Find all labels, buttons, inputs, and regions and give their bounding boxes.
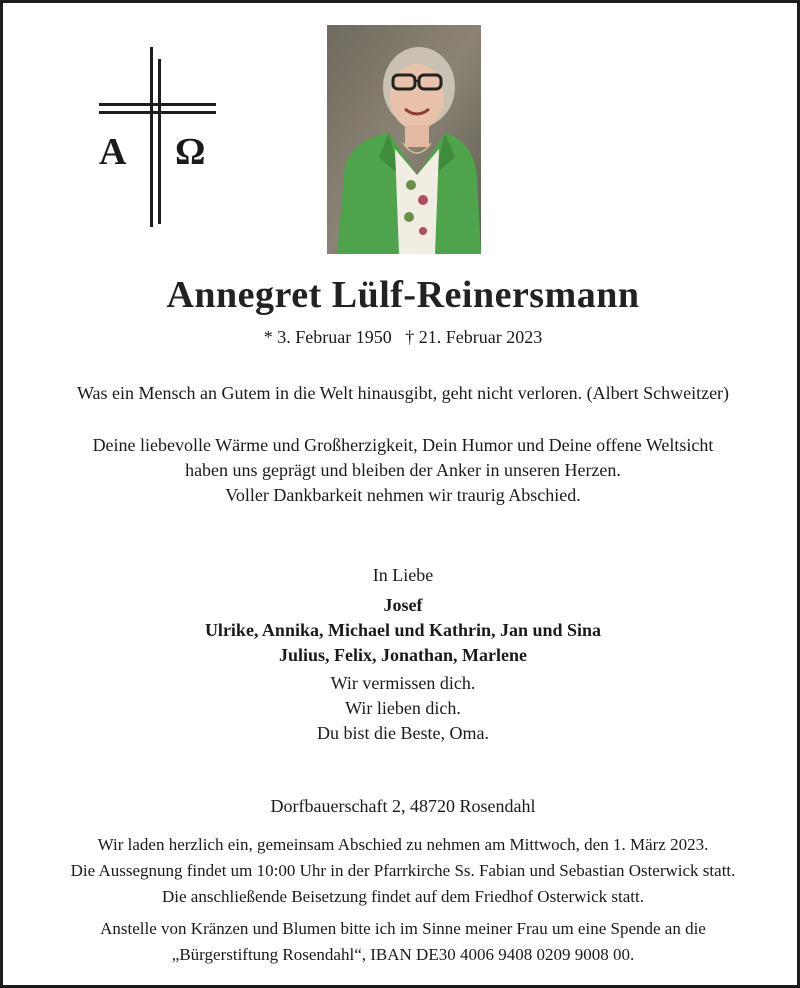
cross-symbol (95, 47, 219, 229)
invitation-line: Anstelle von Kränzen und Blumen bitte ich im Sinne meiner Frau um eine Spende an die (100, 919, 706, 938)
cross-horizontal-bar (99, 103, 216, 106)
death-date: † 21. Februar 2023 (405, 327, 543, 347)
invitation-line: „Bürgerstiftung Rosendahl“, IBAN DE30 4006 9408 0209 9008 00. (171, 945, 635, 964)
grandchildren-message (3, 671, 800, 746)
tribute-line: haben uns geprägt und bleiben der Anker in unseren Herzen. (185, 460, 621, 480)
message-line: Wir vermissen dich. (330, 673, 476, 693)
message-line: Du bist die Beste, Oma. (317, 723, 489, 743)
omega-letter: Ω (175, 131, 206, 173)
birth-date: * 3. Februar 1950 (263, 327, 392, 347)
funeral-invitation (3, 832, 800, 968)
deceased-name: Annegret Lülf-Reinersmann (166, 274, 640, 316)
invitation-line: Wir laden herzlich ein, gemeinsam Abschied zu nehmen am Mittwoch, den 1. März 2023. (97, 835, 709, 854)
life-dates (3, 327, 800, 348)
family-line: Julius, Felix, Jonathan, Marlene (278, 645, 527, 665)
tribute-text (3, 433, 800, 508)
memorial-quote: Was ein Mensch an Gutem in die Welt hinausgibt, geht nicht verloren. (Albert Schweitzer) (76, 383, 730, 403)
portrait-photo (327, 25, 481, 254)
tribute-line: Voller Dankbarkeit nehmen wir traurig Abschied. (225, 485, 581, 505)
tribute-line: Deine liebevolle Wärme und Großherzigkeit, Dein Humor und Deine offene Weltsicht (92, 435, 714, 455)
message-line: Wir lieben dich. (345, 698, 461, 718)
alpha-letter: A (99, 131, 127, 173)
in-love-label: In Liebe (372, 565, 434, 585)
family-line: Josef (383, 595, 423, 615)
invitation-line: Die Aussegnung findet um 10:00 Uhr in der Pfarrkirche Ss. Fabian und Sebastian Osterwick statt. (70, 861, 736, 880)
cross-vertical-bar (150, 47, 153, 227)
cross-vertical-bar (158, 59, 161, 224)
cross-horizontal-bar (99, 111, 216, 114)
family-line: Ulrike, Annika, Michael und Kathrin, Jan und Sina (204, 620, 602, 640)
family-address: Dorfbauerschaft 2, 48720 Rosendahl (270, 796, 536, 816)
invitation-line: Die anschließende Beisetzung findet auf dem Friedhof Osterwick statt. (162, 887, 644, 906)
family-names (3, 593, 800, 668)
portrait-illustration (327, 25, 481, 254)
